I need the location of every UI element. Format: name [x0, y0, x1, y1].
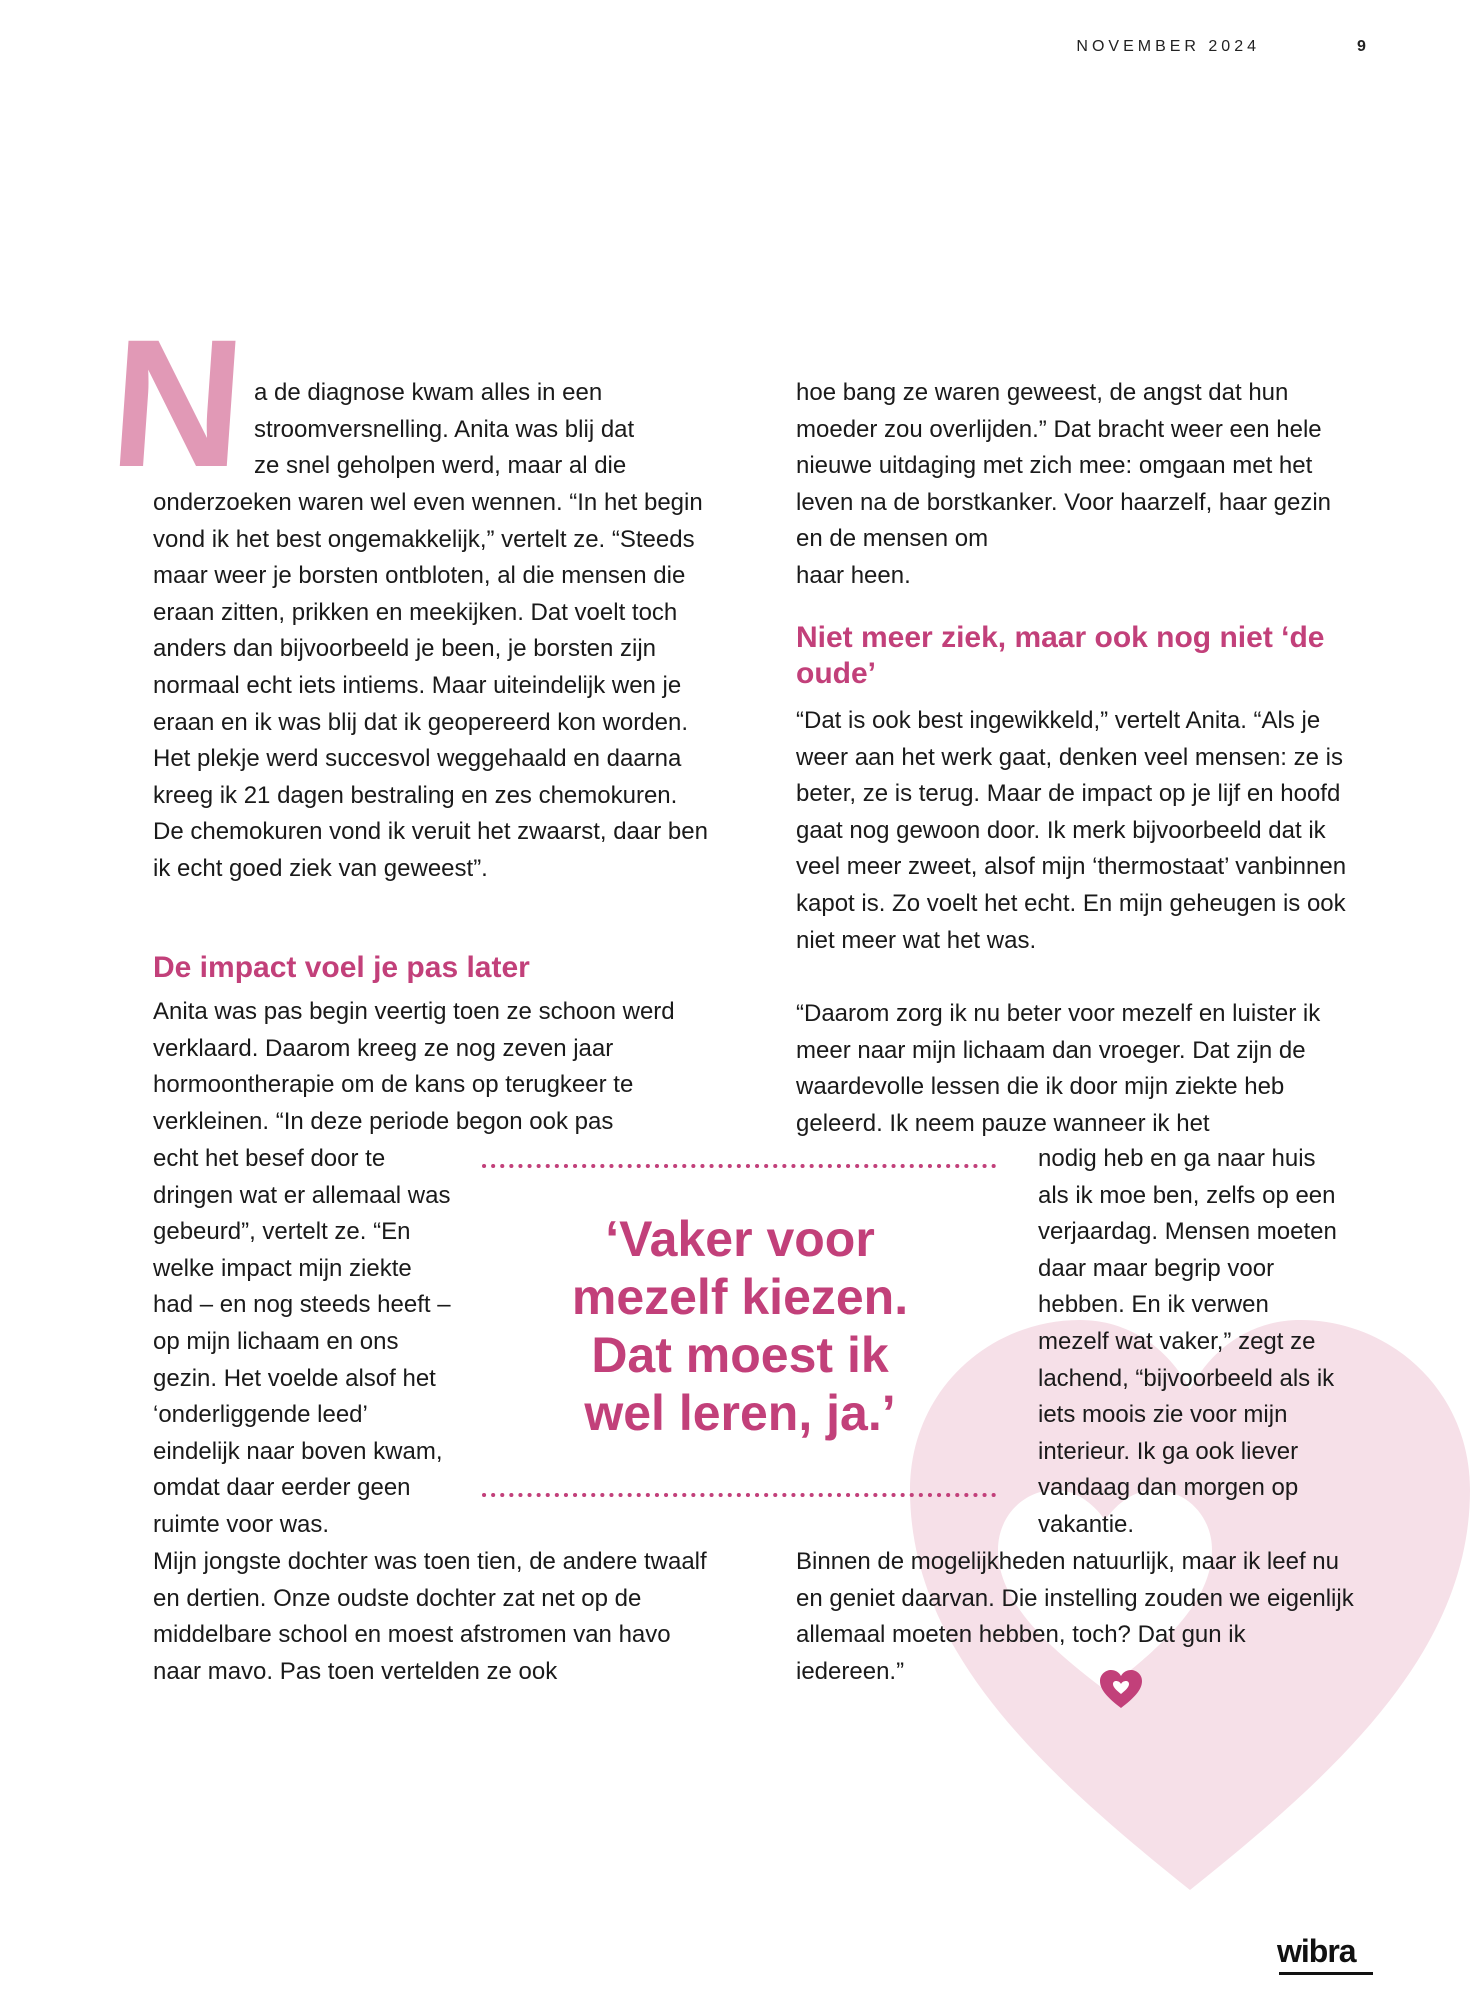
page-number: 9	[1357, 38, 1366, 55]
paragraph-complicated: “Dat is ook best ingewikkeld,” vertelt Anita. “Als je weer aan het werk gaat, denken veel mensen: ze is beter, ze is terug. Maar de impact op je lijf en hoofd gaat nog gewoon door. Ik merk bijvoorbeeld dat ik veel meer zweet, alsof mijn ‘thermostaat’ vanbinnen kapot is. Zo voelt het echt. En mijn geheugen is ook niet meer wat het was.	[796, 707, 1347, 954]
brand-logo-underline	[1279, 1972, 1373, 1975]
heart-icon	[1098, 1668, 1144, 1710]
paragraph-intro: onderzoeken waren wel even wennen. “In het begin vond ik het best ongemakkelijk,” vertelt ze. “Steeds maar weer je borsten ontbloten, al die mensen die eraan zitten, prikken en meekijken. Dat voelt toch anders dan bijvoorbeeld je been, je borsten zijn normaal echt iets intiems. Maar uiteindelijk wen je eraan en ik was blij dat ik geopereerd kon worden. Het plekje werd succesvol weggehaald en daarna kreeg ik 21 dagen bestraling en zes chemokuren. De chemokuren vond ik veruit het zwaarst, daar ben ik echt goed ziek van geweest”.	[153, 489, 708, 882]
paragraph-fear: hoe bang ze waren geweest, de angst dat hun moeder zou overlijden.” Dat bracht weer een hele nieuwe uitdaging met zich mee: omgaan met het leven na de borstkanker. Voor haarzelf, haar gezin en de mensen om haar heen.	[796, 379, 1332, 589]
paragraph-impact-narrow: echt het besef door te dringen wat er allemaal was gebeurd”, vertelt ze. “En welke impact mijn ziekte had – en nog steeds heeft – op mijn lichaam en ons gezin. Het voelde alsof het ‘onderliggende leed’ eindelijk naar boven kwam, omdat daar eerder geen ruimte voor was.	[153, 1145, 451, 1538]
brand-logo: wibra	[1277, 1933, 1356, 1969]
pull-quote-divider-top	[480, 1162, 1000, 1170]
subheading-impact: De impact voel je pas later	[153, 951, 530, 984]
paragraph-impact: Anita was pas begin veertig toen ze schoon werd verklaard. Daarom kreeg ze nog zeven jaar hormoontherapie om de kans op terugkeer te verkleinen. “In deze periode begon ook pas	[153, 998, 675, 1135]
paragraph-intro-first-lines: a de diagnose kwam alles in een stroomversnelling. Anita was blij dat ze snel geholpen werd, maar al die	[254, 379, 635, 480]
paragraph-self-care: “Daarom zorg ik nu beter voor mezelf en luister ik meer naar mijn lichaam dan vroeger. Dat zijn de waardevolle lessen die ik door mijn ziekte heb geleerd. Ik neem pauze wanneer ik het	[796, 1000, 1321, 1137]
paragraph-self-care-narrow: nodig heb en ga naar huis als ik moe ben, zelfs op een verjaardag. Mensen moeten daar maar begrip voor hebben. En ik verwen mezelf wat vaker,” zegt ze lachend, “bijvoorbeeld als ik iets moois zie voor mijn interieur. Ik ga ook liever vandaag dan morgen op vakantie.	[1038, 1145, 1337, 1538]
issue-date: NOVEMBER 2024	[1076, 38, 1260, 55]
subheading-not-sick: Niet meer ziek, maar ook nog niet ‘de oude’	[796, 621, 1325, 690]
paragraph-daughters: Mijn jongste dochter was toen tien, de andere twaalf en dertien. Onze oudste dochter zat net op de middelbare school en moest afstromen van havo naar mavo. Pas toen vertelden ze ook	[153, 1548, 707, 1685]
page-header	[0, 38, 1480, 62]
drop-cap: N	[104, 301, 251, 505]
paragraph-closing: Binnen de mogelijkheden natuurlijk, maar ik leef nu en geniet daarvan. Die instelling zouden we eigenlijk allemaal moeten hebben, toch? Dat gun ik iedereen.”	[796, 1548, 1354, 1685]
pull-quote-divider-bottom	[480, 1491, 1000, 1499]
pull-quote: ‘Vaker voor mezelf kiezen. Dat moest ik wel leren, ja.’	[571, 1211, 909, 1441]
